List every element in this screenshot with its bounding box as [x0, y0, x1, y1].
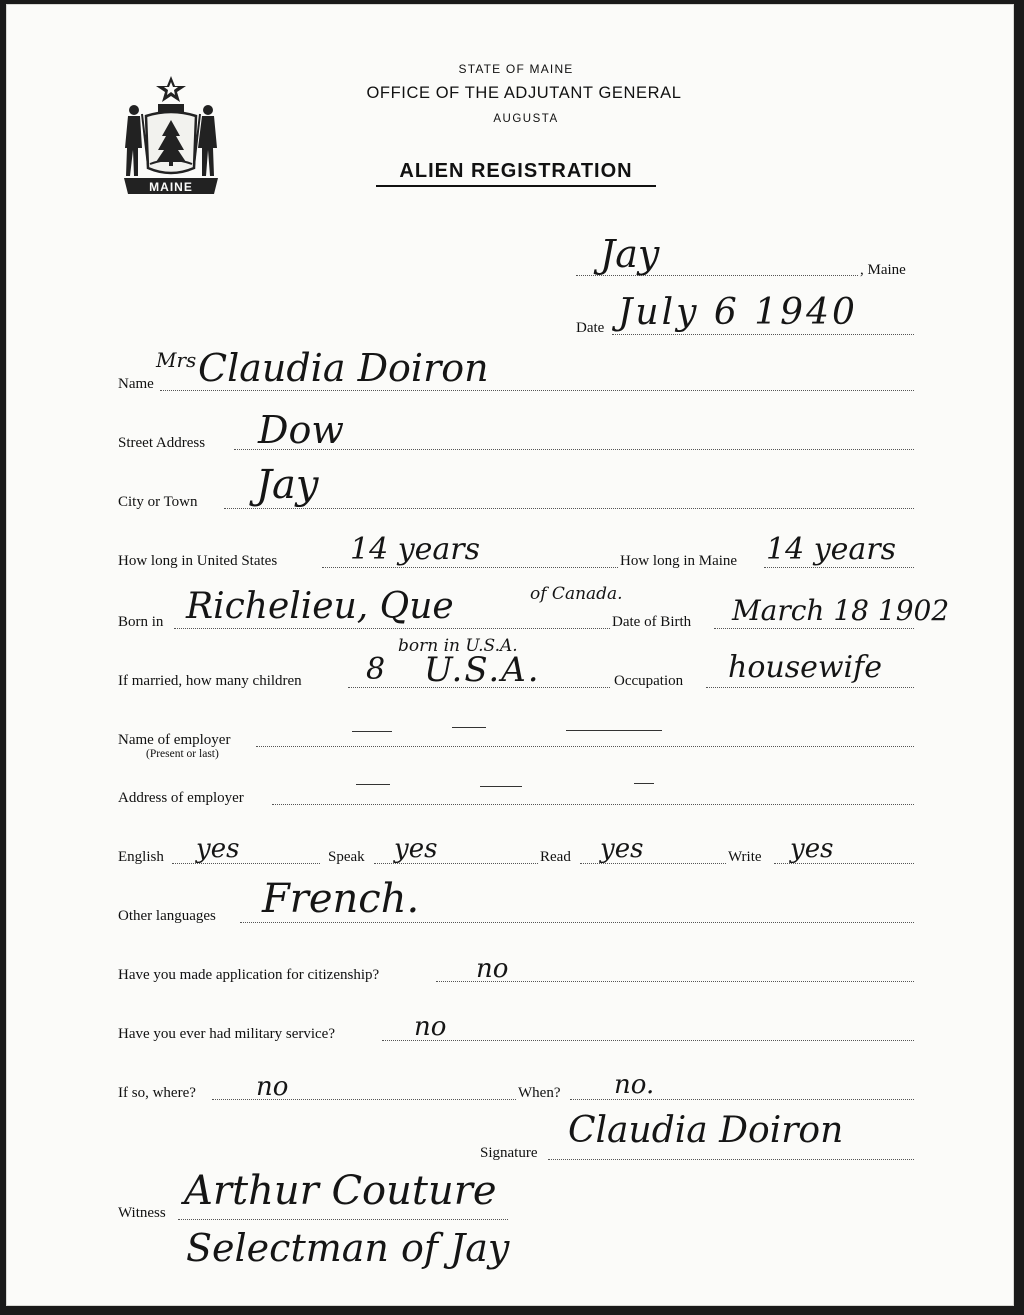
- office-heading: OFFICE OF THE ADJUTANT GENERAL: [366, 84, 682, 102]
- when-entry: no.: [614, 1070, 655, 1100]
- employer-address-label: Address of employer: [118, 790, 244, 806]
- english-label: English: [118, 849, 164, 865]
- date-line: [612, 334, 914, 335]
- children-note-entry: born in U.S.A.: [398, 636, 518, 656]
- employer-note-label: (Present or last): [146, 748, 219, 760]
- employer-address-dash: [480, 786, 522, 787]
- when-label: When?: [518, 1085, 561, 1101]
- employer-name-label: Name of employer: [118, 732, 231, 748]
- military-label: Have you ever had military service?: [118, 1026, 335, 1042]
- signature-label: Signature: [480, 1145, 538, 1161]
- witness-entry: Arthur Couture: [184, 1168, 497, 1214]
- how-long-us-label: How long in United States: [118, 553, 278, 569]
- name-entry: Claudia Doiron: [198, 346, 489, 390]
- date-of-birth-line: [714, 628, 914, 629]
- other-languages-line: [240, 922, 914, 923]
- children-where-entry: U.S.A.: [424, 650, 541, 690]
- occupation-line: [706, 687, 914, 688]
- name-prefix-entry: Mrs: [156, 348, 197, 372]
- how-long-maine-label: How long in Maine: [620, 553, 738, 569]
- write-label: Write: [728, 849, 762, 865]
- write-entry: yes: [790, 834, 834, 864]
- speak-entry: yes: [394, 834, 438, 864]
- employer-name-dash: [352, 731, 392, 732]
- date-entry: July 6 1940: [618, 292, 858, 333]
- witness-title-entry: Selectman of Jay: [186, 1226, 510, 1270]
- children-count-entry: 8: [366, 652, 386, 687]
- born-in-entry: Richelieu, Que: [186, 586, 454, 627]
- date-of-birth-entry: March 18 1902: [732, 594, 950, 627]
- english-entry: yes: [196, 834, 240, 864]
- citizenship-entry: no: [476, 954, 509, 984]
- city-label: City or Town: [118, 494, 198, 510]
- employer-address-line: [272, 804, 914, 805]
- born-in-label: Born in: [118, 614, 164, 630]
- employer-name-dash: [566, 730, 662, 731]
- city-heading: AUGUSTA: [493, 113, 559, 125]
- city-entry: Jay: [256, 462, 319, 508]
- form-title: ALIEN REGISTRATION: [376, 160, 656, 187]
- witness-label: Witness: [118, 1205, 166, 1221]
- name-line: [160, 390, 914, 391]
- how-long-maine-line: [764, 567, 914, 568]
- witness-line: [178, 1219, 508, 1220]
- street-address-entry: Dow: [258, 408, 344, 452]
- born-in-line: [174, 628, 610, 629]
- other-languages-label: Other languages: [118, 908, 216, 924]
- children-label: If married, how many children: [118, 673, 302, 689]
- occupation-entry: housewife: [728, 650, 882, 685]
- employer-address-dash: [634, 783, 654, 784]
- city-line: [224, 508, 914, 509]
- how-long-us-entry: 14 years: [350, 532, 481, 567]
- occupation-label: Occupation: [614, 673, 684, 689]
- read-label: Read: [540, 849, 571, 865]
- employer-name-line: [256, 746, 914, 747]
- maine-label: , Maine: [860, 262, 906, 278]
- other-languages-entry: French.: [262, 876, 420, 922]
- signature-line: [548, 1159, 914, 1160]
- street-address-label: Street Address: [118, 435, 206, 451]
- how-long-maine-entry: 14 years: [766, 532, 897, 567]
- english-line: [172, 863, 320, 864]
- where-entry: no: [256, 1072, 289, 1102]
- town-entry: Jay: [600, 232, 660, 276]
- how-long-us-line: [322, 567, 618, 568]
- state-heading: STATE OF MAINE: [458, 62, 574, 76]
- seal-banner-text: MAINE: [149, 180, 193, 194]
- employer-name-dash: [452, 727, 486, 728]
- employer-address-dash: [356, 784, 390, 785]
- read-entry: yes: [600, 834, 644, 864]
- where-label: If so, where?: [118, 1085, 196, 1101]
- date-label: Date: [576, 320, 605, 336]
- speak-label: Speak: [328, 849, 365, 865]
- date-of-birth-label: Date of Birth: [612, 614, 692, 630]
- military-entry: no: [414, 1012, 447, 1042]
- name-label: Name: [118, 376, 154, 392]
- signature-entry: Claudia Doiron: [568, 1110, 844, 1151]
- born-note-entry: of Canada.: [530, 584, 623, 604]
- military-line: [382, 1040, 914, 1041]
- citizenship-label: Have you made application for citizenship?: [118, 967, 380, 983]
